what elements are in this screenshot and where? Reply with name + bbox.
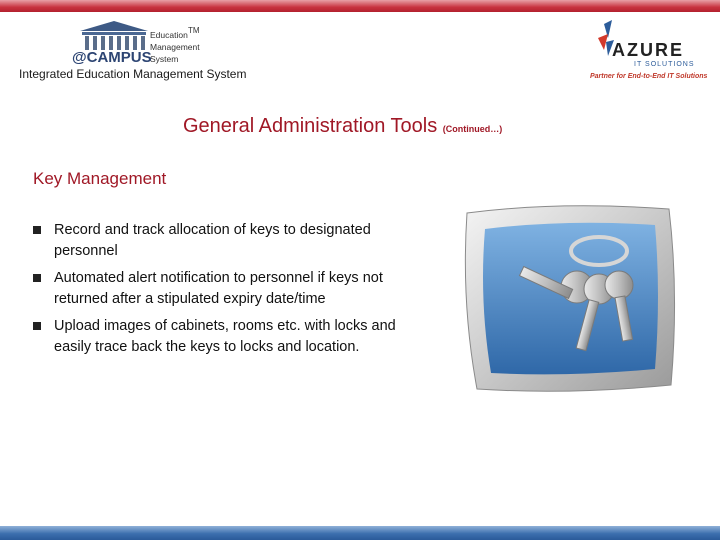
campus-logo-tm: TM (188, 26, 200, 35)
campus-logo (72, 19, 212, 65)
bullet-list (33, 220, 428, 364)
slide-title (183, 115, 502, 138)
keys-icon (459, 203, 677, 393)
azure-slogan: Partner for End-to-End IT Solutions (590, 73, 708, 80)
bullet-text: Record and track allocation of keys to designated personnel (54, 222, 371, 259)
bullet-text: Upload images of cabinets, rooms etc. with locks and easily trace back the keys to locks and location. (54, 318, 396, 355)
tagline: Integrated Education Management System (19, 67, 247, 81)
bullet-item (33, 220, 428, 262)
bullet-item (33, 316, 428, 358)
campus-logo-line1: Education (150, 30, 188, 40)
azure-logo-sub: IT SOLUTIONS (634, 61, 695, 68)
slide-title-text: General Administration Tools (183, 115, 438, 137)
bottom-accent-bar (0, 526, 720, 540)
bullet-text: Automated alert notification to personnel if keys not returned after a stipulated expiry date/time (54, 270, 383, 307)
top-accent-bar (0, 0, 720, 12)
section-heading: Key Management (33, 169, 167, 188)
azure-logo-name: AZURE (612, 40, 684, 60)
square-bullet-icon (33, 322, 41, 330)
slide-title-suffix: (Continued…) (442, 124, 503, 134)
square-bullet-icon (33, 226, 41, 234)
campus-logo-name: @CAMPUS (72, 49, 152, 65)
campus-logo-line2: Management (150, 42, 200, 52)
campus-logo-line3: System (150, 54, 179, 64)
bullet-item (33, 268, 428, 310)
square-bullet-icon (33, 274, 41, 282)
